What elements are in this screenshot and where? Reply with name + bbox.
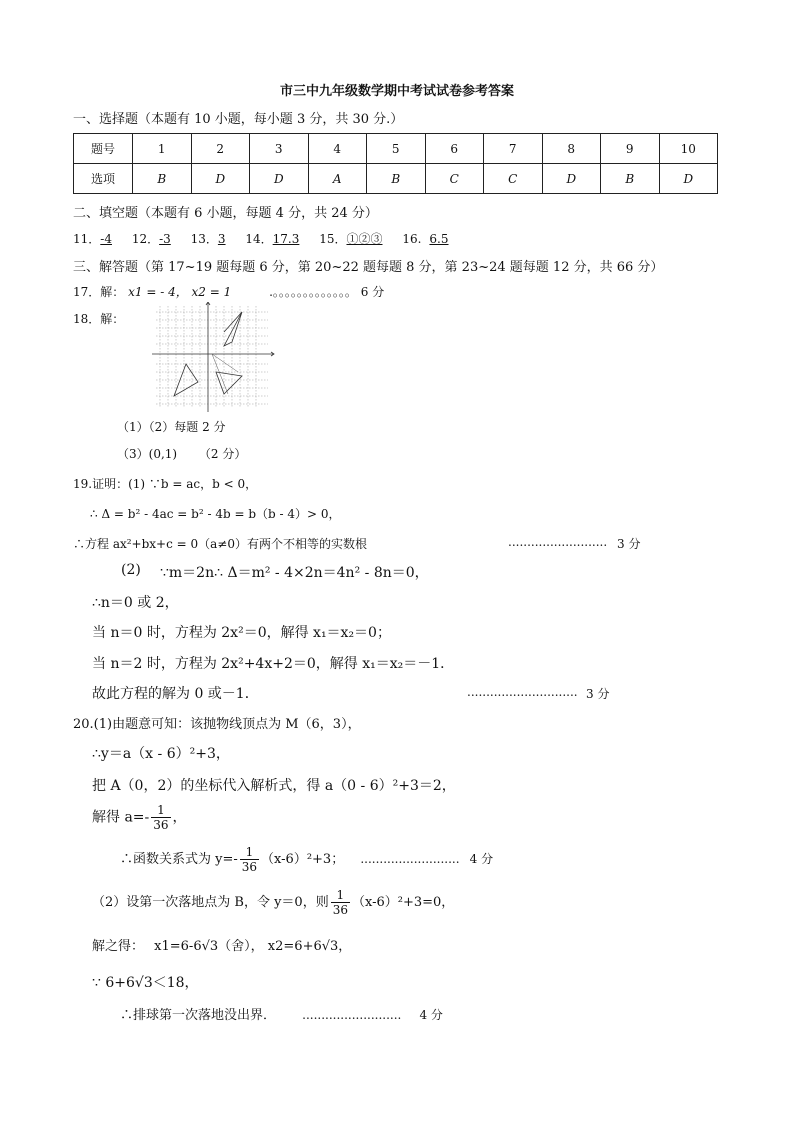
q20-line5-score: 4 分: [469, 852, 494, 866]
table-cell: 9: [601, 134, 660, 164]
q20-line5-pre: ∴函数关系式为 y=-: [120, 852, 238, 867]
item-num: 13．: [190, 232, 218, 246]
table-cell: C: [425, 164, 484, 194]
table-cell: C: [484, 164, 543, 194]
table-cell: D: [191, 164, 250, 194]
q20-line7-x1: x1=6-6√3（舍），: [154, 939, 264, 954]
table-cell: D: [659, 164, 718, 194]
q20-line7: [92, 935, 351, 954]
q20-line9: [120, 1004, 443, 1023]
fraction-denominator: 36: [332, 903, 348, 917]
table-cell: 3: [250, 134, 309, 164]
item-num: 11．: [73, 232, 101, 246]
q20-line9-dots: ..........................: [302, 1008, 402, 1022]
q20-line4: [92, 803, 187, 832]
q20-line5: [120, 845, 493, 874]
q20-line5-dots: ..........................: [360, 852, 460, 866]
fraction-numerator: 1: [331, 888, 350, 903]
table-cell: 7: [484, 134, 543, 164]
q19-line8: 故此方程的解为 0 或－1．: [92, 686, 259, 702]
item-num: 12．: [131, 232, 160, 246]
q18-note2-score: （2 分）: [198, 447, 247, 461]
table-cell: B: [601, 164, 660, 194]
row-label-number: 题号: [74, 134, 133, 164]
q19-line8-dots: .............................: [467, 685, 578, 699]
q19-line5: ∴n＝0 或 2，: [92, 595, 179, 611]
fraction: [151, 803, 170, 832]
q20-line6: [92, 888, 454, 917]
q20-line1: 20.(1)由题意可知：该抛物线顶点为 M（6，3），: [73, 717, 361, 732]
table-cell: B: [133, 164, 192, 194]
fill-answers: [73, 230, 449, 247]
table-cell: 10: [659, 134, 718, 164]
item-num: 14．: [245, 232, 273, 246]
item-value: 6.5: [429, 232, 449, 246]
q19-line3-score: 3 分: [617, 537, 641, 551]
q20-line7-pre: 解之得：: [92, 939, 145, 954]
table-cell: 8: [542, 134, 601, 164]
fraction-denominator: 36: [241, 860, 258, 874]
q19-line3-dots: ..........................: [508, 535, 608, 549]
q19-line8-score: 3 分: [586, 687, 610, 701]
section3-heading: 三、解答题（第 17~19 题每题 6 分，第 20~22 题每题 8 分，第 23~24 题每题 12 分，共 66 分）: [73, 260, 664, 275]
q20-line4-pre: 解得 a=-: [92, 809, 150, 826]
table-cell: A: [308, 164, 367, 194]
q20-line9-text: ∴排球第一次落地没出界．: [120, 1008, 277, 1023]
q20-line9-score: 4 分: [419, 1008, 443, 1022]
section1-heading: 一、选择题（本题有 10 小题，每小题 3 分，共 30 分.）: [73, 112, 404, 127]
q19-line1: 19.证明：(1) ∵b = ac，b < 0，: [73, 477, 258, 491]
fraction-denominator: 36: [153, 818, 169, 832]
item-value: -3: [159, 232, 171, 246]
fraction-numerator: 1: [240, 845, 259, 860]
table-cell: D: [250, 164, 309, 194]
q19-line7: 当 n＝2 时，方程为 2x²+4x+2＝0，解得 x₁＝x₂＝－1．: [92, 656, 455, 672]
fraction-numerator: 1: [151, 803, 170, 818]
page-title: 市三中九年级数学期中考试试卷参考答案: [279, 84, 514, 99]
q18-note2-answer: （3）(0,1): [117, 447, 178, 461]
q20-line4-post: ，: [172, 809, 187, 826]
q20-line7-x2: x2=6+6√3，: [267, 939, 352, 954]
q17-x1: x1 = - 4，: [128, 285, 188, 299]
item-value: -4: [100, 232, 112, 246]
q19-line3: ∴方程 ax²+bx+c = 0（a≠0）有两个不相等的实数根: [73, 537, 367, 551]
table-cell: 5: [367, 134, 426, 164]
item-num: 16.: [402, 232, 422, 246]
item-num: 15．: [319, 232, 347, 246]
q18-note1: （1）（2）每题 2 分: [117, 420, 226, 434]
q17-x2: x2 = 1: [191, 285, 232, 299]
q20-line6-post: （x-6）²+3=0，: [352, 895, 455, 910]
section2-heading: 二、填空题（本题有 6 小题，每题 4 分，共 24 分）: [73, 206, 378, 221]
table-row-numbers: [74, 134, 718, 164]
q17-dots: .。。。。。。。。。。。。。: [269, 285, 357, 299]
q20-line2: ∴y＝a（x - 6）²+3，: [92, 746, 230, 762]
q18-note2: [117, 445, 246, 462]
q19-line4: ∵m＝2n∴ Δ＝m² - 4×2n＝4n² - 8n＝0，: [160, 565, 429, 581]
item-value: 3: [217, 232, 226, 246]
table-cell: 4: [308, 134, 367, 164]
q20-line6-pre: （2）设第一次落地点为 B，令 y＝0，则: [92, 895, 329, 910]
q20-line5-post: （x-6）²+3；: [261, 852, 345, 867]
fraction: [331, 888, 350, 917]
q20-line8: ∵ 6+6√3＜18，: [92, 975, 199, 991]
table-row-answers: [74, 164, 718, 194]
q17-score: 6 分: [360, 285, 385, 299]
q17-label: 17．解：: [73, 285, 125, 299]
q18-label: 18．解：: [73, 312, 125, 326]
table-cell: D: [542, 164, 601, 194]
fraction: [240, 845, 259, 874]
q19-part2-label: (2): [121, 562, 141, 578]
q20-line3: 把 A（0，2）的坐标代入解析式，得 a（0 - 6）²+3＝2，: [92, 778, 456, 794]
item-value: ①②③: [346, 232, 383, 246]
answer-table: [73, 133, 718, 194]
q19-line2: ∴ Δ = b² - 4ac = b² - 4b = b（b - 4）> 0，: [90, 507, 341, 521]
q17-line: [73, 283, 384, 300]
coordinate-grid-figure: [152, 302, 278, 414]
table-cell: 6: [425, 134, 484, 164]
row-label-answer: 选项: [74, 164, 133, 194]
table-cell: 1: [133, 134, 192, 164]
q19-line6: 当 n＝0 时，方程为 2x²＝0，解得 x₁＝x₂＝0；: [92, 625, 391, 641]
item-value: 17.3: [272, 232, 300, 246]
table-cell: 2: [191, 134, 250, 164]
table-cell: B: [367, 164, 426, 194]
